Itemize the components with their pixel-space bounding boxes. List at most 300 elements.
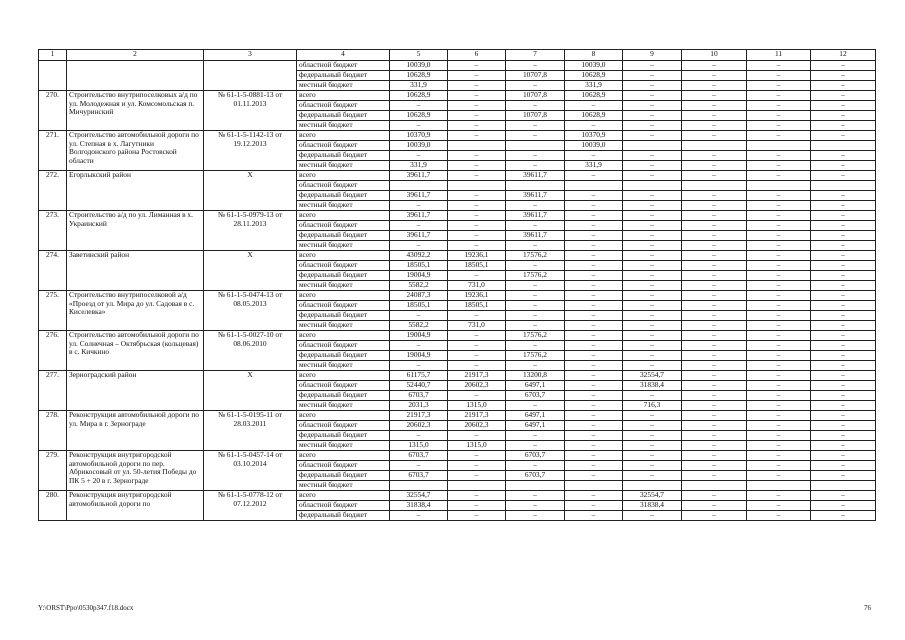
amount-cell: 10628,9 [565, 111, 623, 121]
row-number: 270. [39, 91, 67, 131]
amount-cell: – [623, 251, 682, 261]
amount-cell: – [448, 151, 506, 161]
amount-cell: – [682, 91, 747, 101]
amount-cell: – [811, 511, 876, 521]
amount-cell: 18505,1 [390, 261, 448, 271]
amount-cell: – [811, 431, 876, 441]
amount-cell: – [506, 401, 565, 411]
table-row [39, 491, 876, 501]
amount-cell: – [506, 281, 565, 291]
amount-cell: – [811, 461, 876, 471]
funding-source: местный бюджет [297, 321, 390, 331]
amount-cell: – [623, 311, 682, 321]
amount-cell: 10628,9 [390, 111, 448, 121]
amount-cell: – [506, 291, 565, 301]
amount-cell: – [811, 261, 876, 271]
amount-cell: – [448, 461, 506, 471]
amount-cell: – [390, 201, 448, 211]
funding-source: федеральный бюджет [297, 271, 390, 281]
amount-cell: – [682, 391, 747, 401]
amount-cell: – [565, 411, 623, 421]
amount-cell: – [747, 261, 811, 271]
amount-cell: – [747, 411, 811, 421]
amount-cell: – [682, 61, 747, 71]
amount-cell: – [747, 111, 811, 121]
amount-cell: – [623, 231, 682, 241]
amount-cell: – [682, 291, 747, 301]
amount-cell: – [747, 381, 811, 391]
funding-source: областной бюджет [297, 141, 390, 151]
funding-source: местный бюджет [297, 481, 390, 491]
amount-cell: 21917,3 [448, 411, 506, 421]
amount-cell: – [747, 501, 811, 511]
document-ref: № 61-1-5-0195-11 от 28.03.2011 [204, 411, 297, 451]
amount-cell: – [448, 191, 506, 201]
amount-cell: – [390, 151, 448, 161]
amount-cell: – [565, 151, 623, 161]
amount-cell: 20602,3 [448, 381, 506, 391]
amount-cell: – [747, 391, 811, 401]
amount-cell: 31838,4 [390, 501, 448, 511]
column-number: 2 [67, 50, 204, 61]
amount-cell: – [682, 201, 747, 211]
amount-cell: – [747, 131, 811, 141]
amount-cell: – [811, 111, 876, 121]
amount-cell: 17576,2 [506, 271, 565, 281]
amount-cell: – [682, 461, 747, 471]
funding-source: всего [297, 331, 390, 341]
funding-source: местный бюджет [297, 281, 390, 291]
amount-cell: – [811, 471, 876, 481]
funding-source: федеральный бюджет [297, 511, 390, 521]
amount-cell: 5582,2 [390, 281, 448, 291]
amount-cell: – [565, 241, 623, 251]
amount-cell: – [506, 441, 565, 451]
amount-cell: – [623, 171, 682, 181]
amount-cell: – [811, 131, 876, 141]
amount-cell: – [565, 351, 623, 361]
amount-cell: – [623, 431, 682, 441]
object-name: Зерноградский район [67, 371, 204, 411]
amount-cell: – [565, 361, 623, 371]
amount-cell [747, 481, 811, 491]
table-row [39, 131, 876, 141]
funding-source: областной бюджет [297, 341, 390, 351]
amount-cell: – [623, 111, 682, 121]
amount-cell: – [506, 161, 565, 171]
amount-cell: 5582,2 [390, 321, 448, 331]
funding-source: федеральный бюджет [297, 431, 390, 441]
amount-cell: – [747, 101, 811, 111]
amount-cell: – [565, 191, 623, 201]
amount-cell: – [448, 391, 506, 401]
amount-cell: – [506, 361, 565, 371]
amount-cell: – [747, 451, 811, 461]
column-number: 10 [682, 50, 747, 61]
funding-source: федеральный бюджет [297, 311, 390, 321]
amount-cell: – [623, 161, 682, 171]
document-ref: Х [204, 371, 297, 411]
table-row [39, 411, 876, 421]
row-number [39, 61, 67, 91]
amount-cell: – [747, 271, 811, 281]
amount-cell: – [506, 201, 565, 211]
amount-cell: – [747, 161, 811, 171]
amount-cell: – [623, 351, 682, 361]
amount-cell: – [747, 311, 811, 321]
amount-cell: 32554,7 [623, 491, 682, 501]
amount-cell: 6703,7 [506, 391, 565, 401]
amount-cell [811, 481, 876, 491]
amount-cell: 13200,8 [506, 371, 565, 381]
amount-cell: – [448, 501, 506, 511]
amount-cell: – [565, 491, 623, 501]
amount-cell: – [623, 201, 682, 211]
amount-cell: – [565, 321, 623, 331]
row-number: 277. [39, 371, 67, 411]
funding-source: местный бюджет [297, 401, 390, 411]
amount-cell: 39611,7 [506, 231, 565, 241]
funding-source: федеральный бюджет [297, 231, 390, 241]
funding-source: всего [297, 131, 390, 141]
amount-cell: – [811, 211, 876, 221]
funding-source: всего [297, 211, 390, 221]
amount-cell: – [747, 191, 811, 201]
amount-cell: – [747, 371, 811, 381]
amount-cell: – [747, 361, 811, 371]
amount-cell: – [506, 431, 565, 441]
amount-cell: – [390, 101, 448, 111]
amount-cell: – [623, 121, 682, 131]
amount-cell: – [623, 461, 682, 471]
amount-cell: 32554,7 [390, 491, 448, 501]
amount-cell: – [682, 471, 747, 481]
document-ref: № 61-1-5-0881-13 от 01.11.2013 [204, 91, 297, 131]
amount-cell: – [506, 341, 565, 351]
amount-cell: – [565, 461, 623, 471]
amount-cell [506, 141, 565, 151]
amount-cell: 331,9 [565, 81, 623, 91]
amount-cell: – [390, 431, 448, 441]
object-name: Реконструкция автомобильной дороги по ул. Мира в г. Зернограде [67, 411, 204, 451]
amount-cell: – [623, 281, 682, 291]
amount-cell [682, 141, 747, 151]
amount-cell: – [623, 511, 682, 521]
amount-cell: 6703,7 [390, 391, 448, 401]
amount-cell: – [811, 391, 876, 401]
document-ref: № 61-1-5-1142-13 от 19.12.2013 [204, 131, 297, 171]
amount-cell: 19004,9 [390, 271, 448, 281]
object-name [67, 61, 204, 91]
amount-cell: – [811, 301, 876, 311]
amount-cell: – [565, 391, 623, 401]
funding-source: федеральный бюджет [297, 71, 390, 81]
amount-cell: – [448, 161, 506, 171]
amount-cell: – [623, 241, 682, 251]
amount-cell: – [682, 431, 747, 441]
document-ref: № 61-1-5-0979-13 от 28.11.2013 [204, 211, 297, 251]
amount-cell: – [623, 391, 682, 401]
amount-cell: 20602,3 [448, 421, 506, 431]
funding-source: местный бюджет [297, 201, 390, 211]
amount-cell: – [565, 311, 623, 321]
amount-cell: – [623, 61, 682, 71]
amount-cell [565, 181, 623, 191]
amount-cell: – [565, 271, 623, 281]
amount-cell: 1315,0 [448, 441, 506, 451]
amount-cell: 10039,0 [390, 61, 448, 71]
amount-cell: – [448, 131, 506, 141]
amount-cell: – [565, 301, 623, 311]
amount-cell: – [565, 511, 623, 521]
amount-cell: – [448, 491, 506, 501]
amount-cell: – [506, 81, 565, 91]
amount-cell: – [506, 261, 565, 271]
amount-cell: – [623, 441, 682, 451]
amount-cell: – [448, 121, 506, 131]
amount-cell: – [506, 221, 565, 231]
amount-cell: 24087,3 [390, 291, 448, 301]
amount-cell: – [506, 491, 565, 501]
amount-cell: – [682, 161, 747, 171]
table-row [39, 91, 876, 101]
amount-cell: – [506, 501, 565, 511]
amount-cell: – [811, 281, 876, 291]
amount-cell: – [811, 251, 876, 261]
page-number: 76 [864, 604, 871, 612]
amount-cell: – [565, 171, 623, 181]
column-number: 12 [811, 50, 876, 61]
amount-cell: – [682, 351, 747, 361]
amount-cell: – [623, 91, 682, 101]
amount-cell: 39611,7 [506, 191, 565, 201]
amount-cell: – [811, 401, 876, 411]
amount-cell: – [682, 421, 747, 431]
amount-cell: – [747, 421, 811, 431]
amount-cell [623, 181, 682, 191]
funding-source: всего [297, 291, 390, 301]
column-number: 7 [506, 50, 565, 61]
funding-source: федеральный бюджет [297, 351, 390, 361]
funding-source: местный бюджет [297, 441, 390, 451]
amount-cell [506, 181, 565, 191]
column-number: 3 [204, 50, 297, 61]
amount-cell: – [390, 341, 448, 351]
document-ref: № 61-1-5-0457-14 от 03.10.2014 [204, 451, 297, 491]
amount-cell: – [682, 241, 747, 251]
funding-source: местный бюджет [297, 121, 390, 131]
amount-cell: – [747, 281, 811, 291]
document-path: Y:\ORST\Ppo\0530p347.f18.docx [38, 604, 134, 612]
amount-cell: – [448, 451, 506, 461]
amount-cell: – [506, 321, 565, 331]
amount-cell [506, 481, 565, 491]
amount-cell: – [682, 271, 747, 281]
amount-cell: – [448, 311, 506, 321]
amount-cell: 17576,2 [506, 251, 565, 261]
amount-cell: 19004,9 [390, 351, 448, 361]
table-row [39, 171, 876, 181]
amount-cell: – [811, 221, 876, 231]
amount-cell: – [682, 231, 747, 241]
amount-cell: – [811, 361, 876, 371]
amount-cell: – [682, 251, 747, 261]
funding-source: всего [297, 451, 390, 461]
object-name: Строительство автомобильной дороги по ул. Солнечная – Октябрьская (кольцевая) в с. Кичкино [67, 331, 204, 371]
amount-cell: – [682, 131, 747, 141]
amount-cell: – [565, 421, 623, 431]
amount-cell: – [682, 441, 747, 451]
amount-cell: – [623, 301, 682, 311]
amount-cell: 19004,9 [390, 331, 448, 341]
amount-cell: – [747, 441, 811, 451]
amount-cell: 21917,3 [448, 371, 506, 381]
amount-cell: – [565, 201, 623, 211]
amount-cell: – [747, 251, 811, 261]
amount-cell: – [811, 351, 876, 361]
amount-cell: – [565, 221, 623, 231]
amount-cell: – [390, 241, 448, 251]
amount-cell: – [623, 261, 682, 271]
amount-cell: – [565, 231, 623, 241]
amount-cell: 10370,9 [390, 131, 448, 141]
amount-cell: – [682, 101, 747, 111]
amount-cell: – [623, 101, 682, 111]
amount-cell: – [811, 341, 876, 351]
column-number: 11 [747, 50, 811, 61]
amount-cell: 39611,7 [390, 171, 448, 181]
amount-cell: – [747, 241, 811, 251]
amount-cell: – [747, 491, 811, 501]
amount-cell: 17576,2 [506, 331, 565, 341]
amount-cell: 1315,0 [448, 401, 506, 411]
amount-cell: – [682, 511, 747, 521]
amount-cell: – [623, 291, 682, 301]
amount-cell: 20602,3 [390, 421, 448, 431]
amount-cell: – [811, 151, 876, 161]
amount-cell: 6703,7 [506, 451, 565, 461]
amount-cell: – [811, 441, 876, 451]
funding-source: всего [297, 411, 390, 421]
amount-cell: 1315,0 [390, 441, 448, 451]
amount-cell: – [747, 291, 811, 301]
amount-cell: 10628,9 [390, 71, 448, 81]
amount-cell: – [811, 161, 876, 171]
amount-cell: 6703,7 [390, 451, 448, 461]
funding-source: местный бюджет [297, 161, 390, 171]
amount-cell: – [623, 471, 682, 481]
amount-cell: – [682, 401, 747, 411]
amount-cell: – [811, 451, 876, 461]
amount-cell: – [623, 211, 682, 221]
amount-cell: 10039,0 [390, 141, 448, 151]
amount-cell: – [506, 511, 565, 521]
amount-cell: – [747, 321, 811, 331]
column-number: 9 [623, 50, 682, 61]
amount-cell: – [682, 211, 747, 221]
amount-cell: – [565, 331, 623, 341]
amount-cell: 39611,7 [390, 191, 448, 201]
document-ref [204, 61, 297, 91]
amount-cell [623, 481, 682, 491]
amount-cell: – [623, 421, 682, 431]
amount-cell: – [682, 191, 747, 201]
amount-cell: – [747, 151, 811, 161]
amount-cell [747, 181, 811, 191]
amount-cell: 17576,2 [506, 351, 565, 361]
amount-cell [390, 181, 448, 191]
amount-cell: 39611,7 [506, 171, 565, 181]
amount-cell: – [747, 461, 811, 471]
amount-cell [448, 481, 506, 491]
amount-cell: – [448, 81, 506, 91]
amount-cell: – [565, 101, 623, 111]
amount-cell: – [565, 281, 623, 291]
funding-source: всего [297, 371, 390, 381]
funding-source: всего [297, 491, 390, 501]
funding-source: всего [297, 171, 390, 181]
amount-cell: 10628,9 [565, 71, 623, 81]
object-name: Строительство а/д по ул. Лиманная в х. Украинский [67, 211, 204, 251]
amount-cell: 39611,7 [506, 211, 565, 221]
amount-cell: – [448, 171, 506, 181]
table-row [39, 371, 876, 381]
amount-cell: – [623, 341, 682, 351]
funding-source: областной бюджет [297, 181, 390, 191]
funding-source: областной бюджет [297, 301, 390, 311]
funding-source: федеральный бюджет [297, 391, 390, 401]
amount-cell: – [623, 131, 682, 141]
amount-cell: – [506, 121, 565, 131]
table-row [39, 291, 876, 301]
amount-cell: – [811, 71, 876, 81]
object-name: Строительство автомобильной дороги по ул. Степная в х. Лагутники Волгодонского района Ростовской области [67, 131, 204, 171]
amount-cell: – [506, 241, 565, 251]
amount-cell: – [448, 241, 506, 251]
amount-cell: – [811, 271, 876, 281]
amount-cell [811, 141, 876, 151]
amount-cell: 31838,4 [623, 501, 682, 511]
row-number: 274. [39, 251, 67, 291]
amount-cell: – [448, 351, 506, 361]
amount-cell: 10707,8 [506, 111, 565, 121]
amount-cell: – [506, 301, 565, 311]
amount-cell: – [682, 361, 747, 371]
funding-source: всего [297, 91, 390, 101]
row-number: 273. [39, 211, 67, 251]
table-row [39, 451, 876, 461]
amount-cell: – [448, 341, 506, 351]
amount-cell: – [682, 411, 747, 421]
document-ref: Х [204, 251, 297, 291]
amount-cell: – [506, 151, 565, 161]
amount-cell: 21917,3 [390, 411, 448, 421]
amount-cell: 6497,1 [506, 411, 565, 421]
amount-cell: – [811, 231, 876, 241]
amount-cell: – [811, 91, 876, 101]
amount-cell: 39611,7 [390, 231, 448, 241]
amount-cell: – [565, 431, 623, 441]
amount-cell: – [747, 341, 811, 351]
funding-source: областной бюджет [297, 261, 390, 271]
funding-source: местный бюджет [297, 81, 390, 91]
amount-cell [682, 481, 747, 491]
amount-cell [747, 141, 811, 151]
amount-cell: – [565, 371, 623, 381]
amount-cell: – [623, 221, 682, 231]
amount-cell: – [390, 121, 448, 131]
table-row [39, 251, 876, 261]
